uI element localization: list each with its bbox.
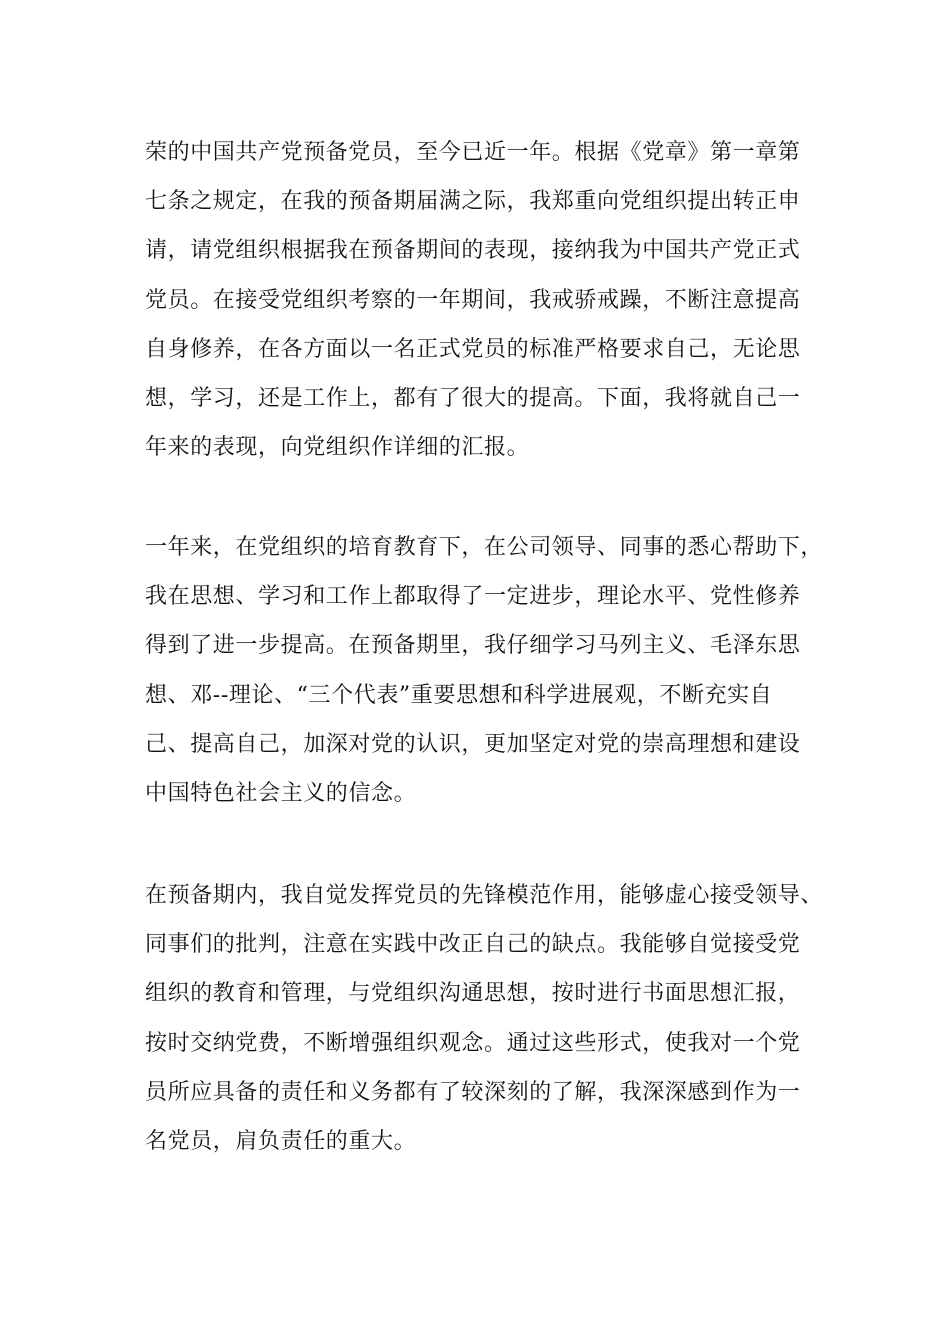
- paragraph-line: 自身修养，在各方面以一名正式党员的标准严格要求自己，无论思: [145, 336, 801, 362]
- paragraph-line: 在预备期内，我自觉发挥党员的先锋模范作用，能够虚心接受领导、: [145, 883, 824, 908]
- paragraph-line: 己、提高自己，加深对党的认识，更加坚定对党的崇高理想和建设: [145, 731, 801, 757]
- paragraph-line: 想，学习，还是工作上，都有了很大的提高。下面，我将就自己一: [145, 385, 801, 411]
- paragraph-line: 想、邓--理论、“三个代表”重要思想和科学进展观，不断充实自: [145, 682, 773, 708]
- paragraph-line: 同事们的批判，注意在实践中改正自己的缺点。我能够自觉接受党: [145, 932, 801, 958]
- paragraph-2: [145, 523, 825, 818]
- paragraph-line: 年来的表现，向党组织作详细的汇报。: [145, 435, 530, 461]
- paragraph-line: 中国特色社会主义的信念。: [145, 780, 417, 806]
- paragraph-line: 员所应具备的责任和义务都有了较深刻的了解，我深深感到作为一: [145, 1079, 801, 1105]
- paragraph-line: 荣的中国共产党预备党员，至今已近一年。根据《党章》第一章第: [145, 140, 801, 165]
- paragraph-3: [145, 871, 825, 1166]
- paragraph-line: 一年来，在党组织的培育教育下，在公司领导、同事的悉心帮助下，: [145, 535, 824, 560]
- paragraph-1: [145, 128, 825, 472]
- paragraph-line: 得到了进一步提高。在预备期里，我仔细学习马列主义、毛泽东思: [145, 633, 801, 659]
- paragraph-line: 请，请党组织根据我在预备期间的表现，接纳我为中国共产党正式: [145, 238, 801, 264]
- paragraph-line: 组织的教育和管理，与党组织沟通思想，按时进行书面思想汇报，: [145, 981, 801, 1007]
- paragraph-line: 七条之规定，在我的预备期届满之际，我郑重向党组织提出转正申: [145, 189, 801, 215]
- paragraph-line: 我在思想、学习和工作上都取得了一定进步，理论水平、党性修养: [145, 584, 801, 610]
- paragraph-line: 党员。在接受党组织考察的一年期间，我戒骄戒躁，不断注意提高: [145, 287, 801, 313]
- paragraph-line: 名党员，肩负责任的重大。: [145, 1128, 417, 1154]
- paragraph-line: 按时交纳党费，不断增强组织观念。通过这些形式，使我对一个党: [145, 1030, 801, 1056]
